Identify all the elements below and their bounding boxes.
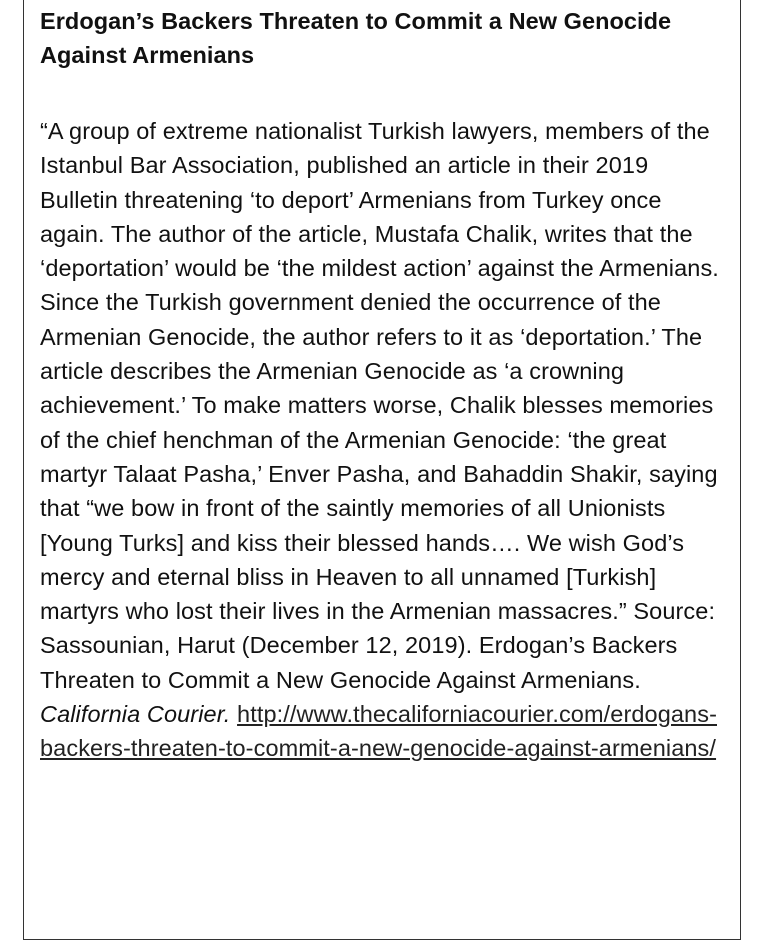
- source-link[interactable]: http://www.thecaliforniacourier.com/erdogans-backers-threaten-to-commit-a-new-genocide-against-armenians/: [40, 701, 717, 762]
- article-body: [40, 114, 730, 766]
- quote-text: “A group of extreme nationalist Turkish lawyers, members of the Istanbul Bar Association, published an article in their 2019 Bulletin threatening ‘to deport’ Armenians from Turkey once again. The author of the article, Mustafa Chalik, writes that the ‘deportation’ would be ‘the mildest action’ against the Armenians. Since the Turkish government denied the occurrence of the Armenian Genocide, the author refers to it as ‘deportation.’ The article describes the Armenian Genocide as ‘a crowning achievement.’ To make matters worse, Chalik blesses memories of the chief henchman of the Armenian Genocide: ‘the great martyr Talaat Pasha,’ Enver Pasha, and Bahaddin Shakir, saying that “we bow in front of the saintly memories of all Unionists [Young Turks] and kiss their blessed hands…. We wish God’s mercy and eternal bliss in Heaven to all unnamed [Turkish] martyrs who lost their lives in the Armenian massacres.” Source: Sassounian, Harut (December 12, 2019). Erdogan’s Backers Threaten to Commit a New Genocide Against Armenians.: [40, 118, 719, 693]
- document-frame: [23, 0, 741, 940]
- publication-name: California Courier.: [40, 701, 231, 728]
- article-title: Erdogan’s Backers Threaten to Commit a New Genocide Against Armenians: [40, 8, 672, 68]
- document-content: [40, 4, 730, 766]
